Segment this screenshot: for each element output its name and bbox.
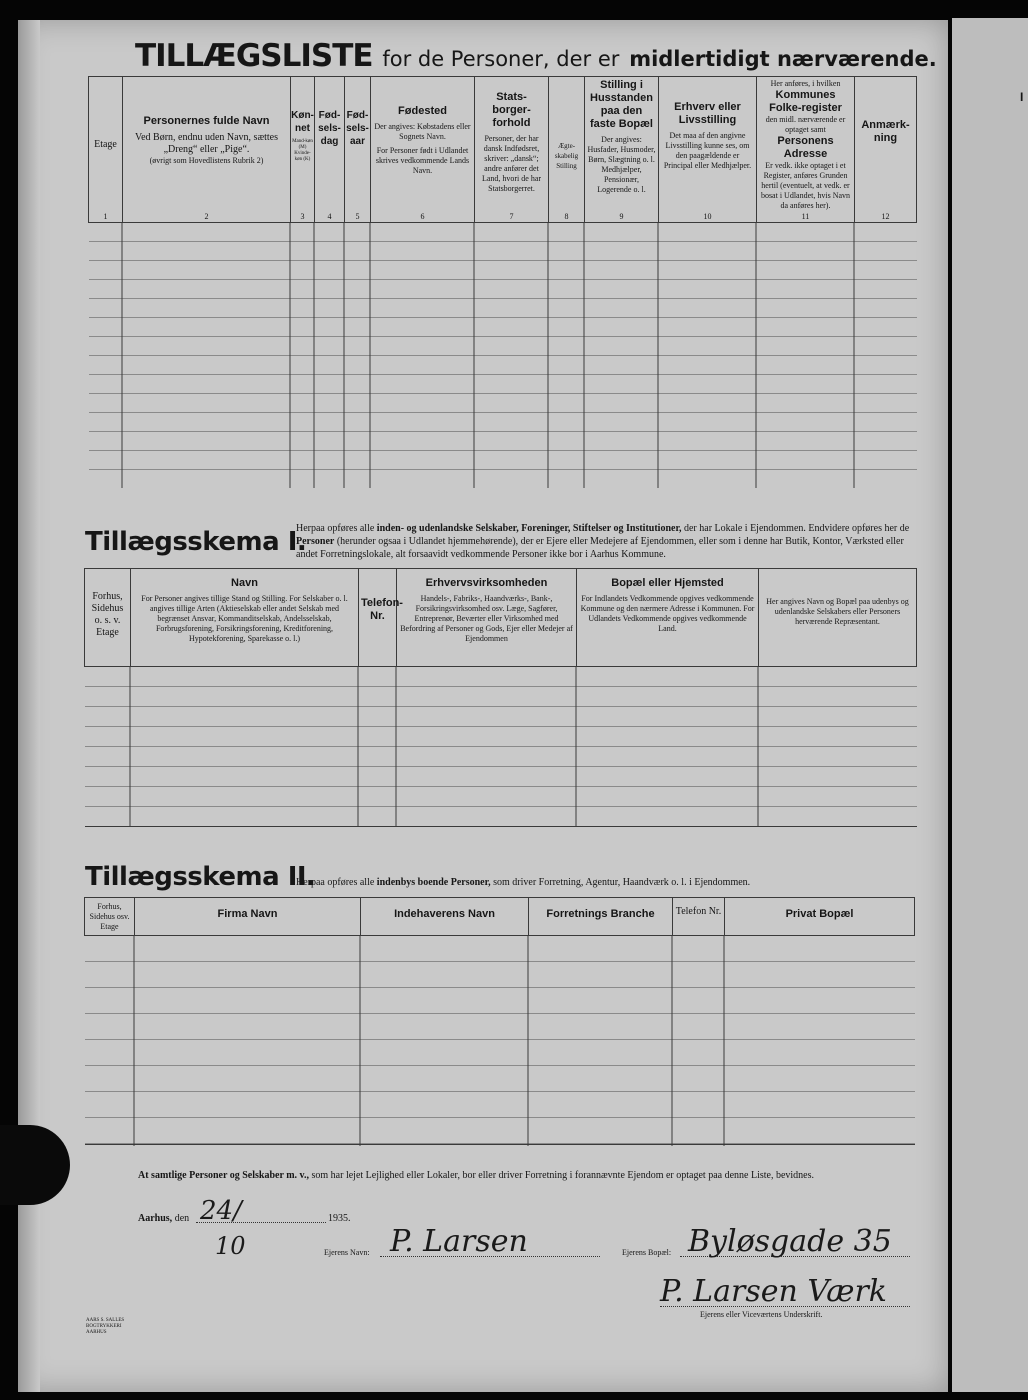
s2-col-etage: Forhus, Sidehus osv. Etage <box>85 898 135 936</box>
date-month-handwritten: 10 <box>215 1232 246 1260</box>
year-label: 1935. <box>328 1213 351 1224</box>
s1-col-bopael: Bopæl eller Hjemsted For Indlandets Vedkommende opgives vedkommende Kommune og den nærmere Adresse i Kommunen. For Udlandets Vedkommende opgives vedkommende Land. <box>577 569 759 667</box>
signature-label: Ejerens eller Viceværtens Underskrift. <box>700 1310 823 1319</box>
printer-imprint: AARS S. SALLES BOGTRYKKERI AARHUS <box>86 1318 125 1335</box>
place-label: Aarhus, den <box>138 1213 190 1224</box>
col-header-etage: Etage 1 <box>89 77 123 223</box>
col-header-statsborger: Stats-borger-forhold Personer, der har dansk Indfødsret, skriver: „dansk“; andre anfører det Land, hvori de har Statsborgerret. 7 <box>475 77 549 223</box>
title-bold: midlertidigt nærværende. <box>629 47 937 71</box>
col-header-aegteskab: Ægte-skabelig Stilling 8 <box>549 77 585 223</box>
skema1-body-lines <box>84 666 916 826</box>
adjacent-page-letter: I <box>1020 90 1024 104</box>
col-header-foedselsdag: Fød-sels-dag 4 <box>315 77 345 223</box>
title-main: TILLÆGSLISTE <box>135 38 373 74</box>
list-table-body-lines <box>88 222 916 488</box>
s1-col-etage: Forhus, Sidehus o. s. v. Etage <box>85 569 131 667</box>
owner-address-handwritten: Byløsgade 35 <box>688 1224 892 1259</box>
col-header-koen: Køn-net Mand-køn (M) Kvinde-køn (K) 3 <box>291 77 315 223</box>
s1-col-erhverv: Erhvervsvirksomheden Handels-, Fabriks-, Haandværks-, Bank-, Forsikringsvirksomhed osv. Læge, Sagfører, Entreprenør, Beværter eller Virksomhed med Befordring af Personer og Gods, Ejer eller Medejer af Ejendommen <box>397 569 577 667</box>
col-header-anmaerkning: Anmærk-ning 12 <box>855 77 917 223</box>
title-mid: for de Personer, der er <box>382 47 620 71</box>
col-header-navn: Personernes fulde Navn Ved Børn, endnu uden Navn, sættes „Dreng“ eller „Pige“. (øvrigt som Hovedlistens Rubrik 2) 2 <box>123 77 291 223</box>
skema2-description: Herpaa opføres alle indenbys boende Personer, som driver Forretning, Agentur, Haandværk o. l. i Ejendommen. <box>296 877 751 888</box>
s2-col-privat: Privat Bopæl <box>725 898 915 936</box>
col-header-erhverv: Erhverv eller Livsstilling Det maa af den angivne Livsstilling kunne ses, om den paagældende er Principal eller Medhjælper. 10 <box>659 77 757 223</box>
s1-col-navn: Navn For Personer angives tillige Stand og Stilling. For Selskaber o. l. angives tillige Arten (Aktieselskab eller andet Selskab med begrænset Ansvar, Kommanditselskab, Andelsselskab, Forbrugsforening, Forsikringsforening, Kreditforening, Hypotekforening, Sparekasse o. l.) <box>131 569 359 667</box>
s2-col-indehaver: Indehaverens Navn <box>361 898 529 936</box>
owner-address-label: Ejerens Bopæl: <box>622 1248 672 1257</box>
attestation-text: At samtlige Personer og Selskaber m. v., som har lejet Lejlighed eller Lokaler, bor eller driver Forretning i forannævnte Ejendom er optaget paa denne Liste, bevidnes. <box>138 1170 814 1181</box>
s2-col-telefon: Telefon Nr. <box>673 898 725 936</box>
s1-col-telefon: Telefon-Nr. <box>359 569 397 667</box>
signature-line <box>660 1306 910 1307</box>
signature-handwritten: P. Larsen Værk <box>660 1274 887 1309</box>
col-header-folkeregister: Her anføres, i hvilken Kommunes Folke-register den midl. nærværende er optaget samt Personens Adresse Er vedk. ikke optaget i et Register, anføres Grunden hertil (eventuelt, at vedk. er bosat i Udlandet, hvis Navn da anføres her). 11 <box>757 77 855 223</box>
form-title <box>135 38 937 74</box>
col-header-foedested: Fødested Der angives: Købstadens eller Sognets Navn. For Personer født i Udlandet skrives vedkommende Lands Navn. 6 <box>371 77 475 223</box>
s1-col-repraesentant: Her angives Navn og Bopæl paa udenbys og udenlandske Selskabers eller Personers herværende Repræsentant. <box>759 569 917 667</box>
skema1-description: Herpaa opføres alle inden- og udenlandske Selskaber, Foreninger, Stiftelser og Institutioner, der har Lokale i Ejendommen. Endvidere opføres her de Personer (herunder ogsaa i Udlandet hjemmehørende), der er Ejere eller Medejere af Ejendommen, eller som i denne har Butik, Kontor, Værksted eller andet Forretningslokale, alt forsaavidt vedkommende Personer ikke bor i Aarhus Kommune. <box>296 523 910 560</box>
owner-name-label: Ejerens Navn: <box>324 1248 370 1257</box>
col-header-foedselsaar: Fød-sels-aar 5 <box>345 77 371 223</box>
adjacent-page <box>952 18 1028 1392</box>
s2-col-branche: Forretnings Branche <box>529 898 673 936</box>
s2-col-firma: Firma Navn <box>135 898 361 936</box>
skema2-body-lines <box>84 936 914 1146</box>
skema2-title: Tillægsskema II. <box>85 862 316 892</box>
skema1-title: Tillægsskema I. <box>85 527 307 557</box>
col-header-stilling: Stilling i Husstanden paa den faste Bopæl Der angives: Husfader, Husmoder, Børn, Slægtning o. l. Medhjælper, Pensionær, Logerende o. l. 9 <box>585 77 659 223</box>
date-day-handwritten: 24/ <box>200 1196 242 1226</box>
owner-name-handwritten: P. Larsen <box>390 1224 528 1259</box>
